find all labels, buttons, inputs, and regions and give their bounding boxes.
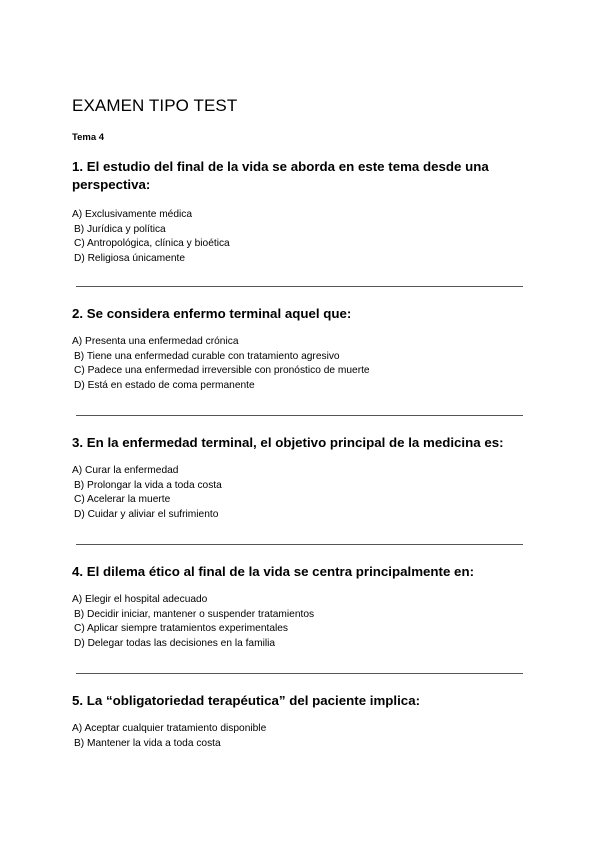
section-divider [76,673,523,674]
option-c: C) Antropológica, clínica y bioética [74,238,230,249]
option-d: D) Cuidar y aliviar el sufrimiento [74,508,219,520]
question-text: 1. El estudio del final de la vida se aborda en este tema desde una perspectiva: [72,159,489,192]
section-divider [76,286,523,287]
option-c: C) Acelerar la muerte [74,494,171,505]
page-title: EXAMEN TIPO TEST [72,96,238,115]
question-2 [72,305,528,393]
option-d: D) Delegar todas las decisiones en la familia [74,637,276,649]
option-list [72,335,528,393]
question-3 [72,434,528,522]
option-list [72,464,528,522]
option-d: D) Religiosa únicamente [74,252,185,264]
question-text: 4. El dilema ético al final de la vida se centra principalmente en: [72,564,475,579]
option-b: B) Tiene una enfermedad curable con tratamiento agresivo [74,350,340,362]
option-b: B) Decidir iniciar, mantener o suspender tratamientos [74,608,315,620]
option-a: A) Aceptar cualquier tratamiento disponible [72,723,267,734]
option-a: A) Exclusivamente médica [72,209,193,220]
option-list [72,208,528,266]
option-d: D) Está en estado de coma permanente [74,379,255,391]
question-text: 2. Se considera enfermo terminal aquel que: [72,306,352,321]
option-a: A) Presenta una enfermedad crónica [72,336,239,347]
question-text: 5. La “obligatoriedad terapéutica” del paciente implica: [72,693,421,708]
option-list [72,593,528,651]
option-b: B) Mantener la vida a toda costa [74,737,221,749]
option-a: A) Elegir el hospital adecuado [72,594,208,605]
question-text: 3. En la enfermedad terminal, el objetivo principal de la medicina es: [72,435,504,450]
question-1 [72,158,528,266]
option-list [72,722,528,751]
page-subtitle: Tema 4 [72,132,105,143]
section-divider [76,415,523,416]
option-b: B) Jurídica y política [74,223,166,235]
question-5 [72,692,528,751]
option-b: B) Prolongar la vida a toda costa [74,479,222,491]
option-c: C) Aplicar siempre tratamientos experimentales [74,623,289,634]
section-divider [76,544,523,545]
option-c: C) Padece una enfermedad irreversible con pronóstico de muerte [74,365,370,376]
option-a: A) Curar la enfermedad [72,465,179,476]
question-4 [72,563,528,651]
